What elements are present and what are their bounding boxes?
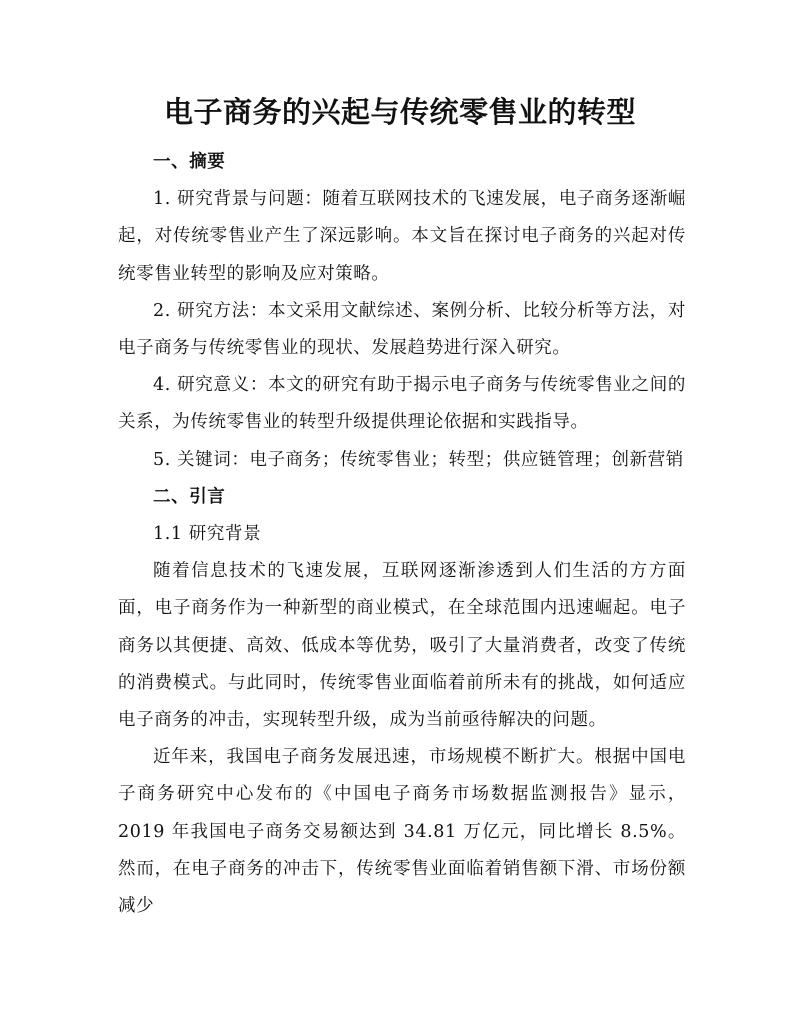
introduction-heading: 二、引言 — [153, 486, 226, 507]
document-title: 电子商务的兴起与传统零售业的转型 — [163, 95, 636, 129]
abstract-item-1: 1. 研究背景与问题：随着互联网技术的飞速发展，电子商务逐渐崛起，对传统零售业产生了深远影响。本文旨在探讨电子商务的兴起对传统零售业转型的影响及应对策略。 — [118, 189, 686, 284]
abstract-item-4: 4. 研究意义：本文的研究有助于揭示电子商务与传统零售业之间的关系，为传统零售业的转型升级提供理论依据和实践指导。 — [118, 375, 686, 433]
introduction-paragraph-1: 随着信息技术的飞速发展，互联网逐渐渗透到人们生活的方方面面，电子商务作为一种新型的商业模式，在全球范围内迅速崛起。电子商务以其便捷、高效、低成本等优势，吸引了大量消费者，改变了传统的消费模式。与此同时，传统零售业面临着前所未有的挑战，如何适应电子商务的冲击，实现转型升级，成为当前亟待解决的问题。 — [118, 561, 686, 731]
introduction-paragraph-2: 近年来，我国电子商务发展迅速，市场规模不断扩大。根据中国电子商务研究中心发布的《中国电子商务市场数据监测报告》显示，2019 年我国电子商务交易额达到 34.81 万亿元，同比增长 8.5%。然而，在电子商务的冲击下，传统零售业面临着销售额下滑、市场份额减少 — [118, 747, 686, 917]
abstract-keywords: 5. 关键词：电子商务；传统零售业；转型；供应链管理；创新营销 — [153, 449, 684, 470]
abstract-heading: 一、摘要 — [153, 152, 226, 172]
introduction-subheading: 1.1 研究背景 — [153, 524, 262, 545]
document-body — [118, 144, 686, 925]
abstract-item-2: 2. 研究方法：本文采用文献综述、案例分析、比较分析等方法，对电子商务与传统零售业的现状、发展趋势进行深入研究。 — [118, 300, 686, 359]
